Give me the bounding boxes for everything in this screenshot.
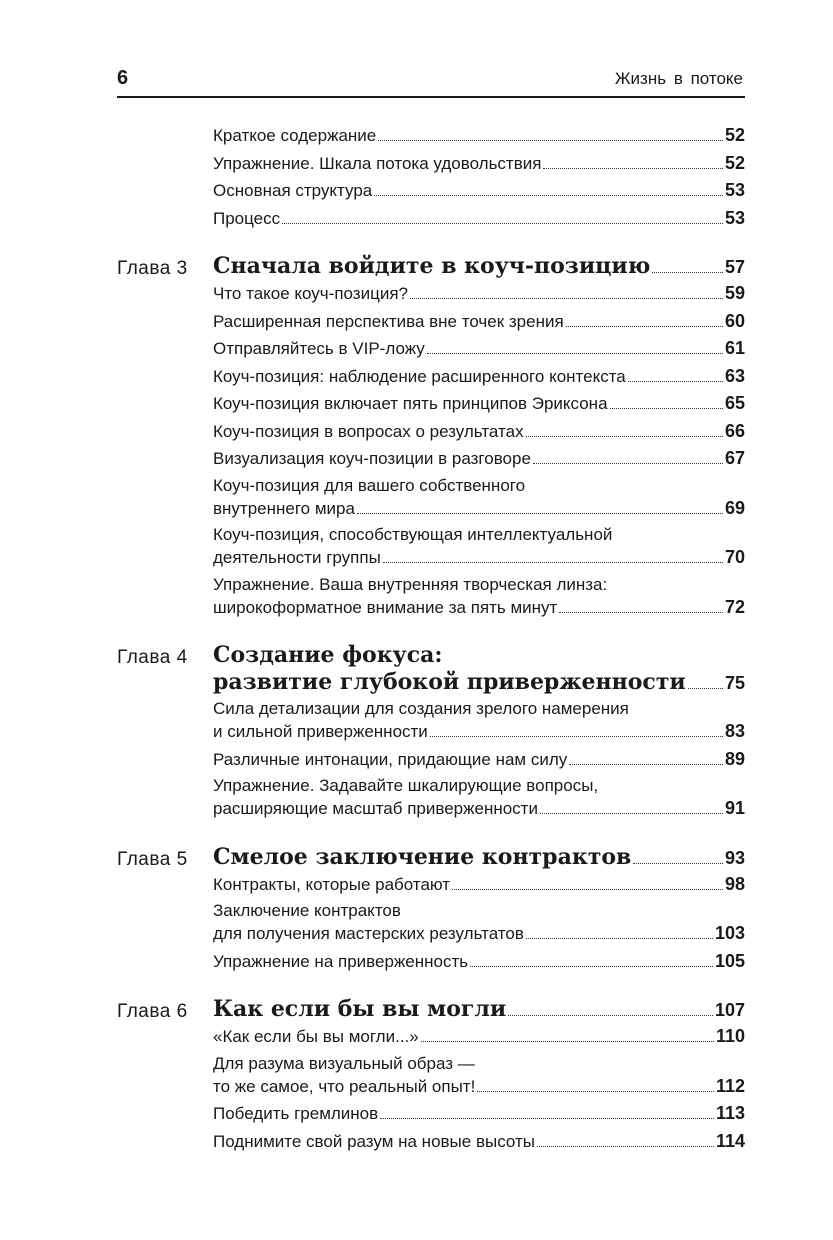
- dot-leader: [688, 688, 723, 689]
- page-ref: 89: [724, 748, 745, 769]
- toc-entry: [213, 365, 745, 388]
- toc-entry-last-line: [213, 922, 745, 945]
- dot-leader: [430, 736, 723, 737]
- toc-entry-text: Упражнение. Шкала потока удовольствия: [213, 153, 542, 173]
- page-ref: 65: [724, 393, 745, 413]
- page-ref: 112: [715, 1075, 745, 1096]
- toc-entry: [213, 152, 745, 175]
- chapter-spacer: [117, 825, 745, 844]
- toc-entry-text: Заключение контрактов: [213, 901, 401, 920]
- running-title: Жизнь в потоке: [614, 69, 743, 88]
- toc-entry-list: [213, 844, 745, 973]
- toc-entry-last-line: [213, 873, 745, 896]
- page-ref: 113: [715, 1103, 745, 1123]
- toc-entry-last-line: [213, 996, 745, 1024]
- dot-leader: [537, 1146, 714, 1147]
- dot-leader: [633, 863, 723, 864]
- toc-entry-text: Отправляйтесь в VIP-ложу: [213, 339, 425, 358]
- toc-entry-text: и сильной приверженности: [213, 722, 428, 741]
- page-ref: 103: [714, 923, 745, 943]
- toc-entry-last-line: [213, 337, 745, 360]
- toc-entry: [213, 179, 745, 202]
- toc-entry-last-line: [213, 207, 745, 230]
- page-ref: 69: [724, 497, 745, 518]
- toc-entry-text: Различные интонации, придающие нам силу: [213, 749, 568, 769]
- toc-entry-text: Коуч-позиция, способствующая интеллектуальной: [213, 525, 613, 544]
- toc-entry: [213, 475, 745, 520]
- dot-leader: [533, 463, 723, 464]
- dot-leader: [383, 562, 723, 563]
- toc-entry-last-line: [213, 748, 745, 771]
- toc-entry: [213, 873, 745, 896]
- toc-entry-last-line: [213, 179, 745, 202]
- toc-entry-last-line: [213, 669, 745, 697]
- toc-entry-text: Основная структура: [213, 181, 373, 200]
- chapter-title-text: Создание фокуса:: [213, 642, 443, 668]
- page-ref: 66: [724, 420, 745, 441]
- dot-leader: [427, 353, 723, 354]
- chapter-block: [117, 844, 745, 973]
- toc-entry-text: Поднимите свой разум на новые высоты: [213, 1131, 535, 1151]
- chapter-spacer: [117, 234, 745, 253]
- dot-leader: [526, 938, 713, 939]
- dot-leader: [540, 813, 723, 814]
- toc-entry: [213, 310, 745, 333]
- toc-entry-last-line: [213, 420, 745, 443]
- toc-entry-text: Расширенная перспектива вне точек зрения: [213, 311, 564, 331]
- dot-leader: [357, 513, 723, 514]
- toc-entry-text: Контракты, которые работают: [213, 874, 451, 894]
- toc-entry-text: внутреннего мира: [213, 498, 355, 518]
- toc-entry-last-line: [213, 282, 745, 305]
- chapter-title-entry: [213, 253, 745, 281]
- toc-entry-last-line: [213, 950, 745, 973]
- chapter-block: [117, 253, 745, 619]
- dot-leader: [470, 966, 713, 967]
- toc-entry-text: Упражнение на приверженность: [213, 951, 469, 971]
- page-ref: 91: [724, 798, 745, 818]
- toc-entry-last-line: [213, 310, 745, 333]
- toc-entry: [213, 1130, 745, 1153]
- toc-entry-text: Коуч-позиция в вопросах о результатах: [213, 421, 524, 441]
- toc-entry: [213, 748, 745, 771]
- dot-leader: [410, 298, 723, 299]
- chapter-title-entry: [213, 844, 745, 872]
- dot-leader: [378, 140, 723, 141]
- dot-leader: [610, 408, 723, 409]
- toc-entry-text: Что такое коуч-позиция?: [213, 284, 408, 303]
- toc-entry: [213, 524, 745, 569]
- toc-entry-text: Визуализация коуч-позиции в разговоре: [213, 449, 531, 468]
- toc-entry: [213, 1025, 745, 1048]
- toc-entry-last-line: [213, 546, 745, 569]
- page-ref: 59: [724, 283, 745, 303]
- chapter-title-entry: [213, 996, 745, 1024]
- toc-entry-text: Коуч-позиция для вашего собственного: [213, 475, 526, 495]
- dot-leader: [282, 223, 723, 224]
- toc-entry-last-line: [213, 392, 745, 415]
- toc-entry-last-line: [213, 365, 745, 388]
- dot-leader: [566, 326, 723, 327]
- page-ref: 83: [724, 721, 745, 741]
- page-ref: 60: [724, 310, 745, 331]
- page-ref: 53: [724, 207, 745, 228]
- toc-entry-text: Коуч-позиция: наблюдение расширенного контекста: [213, 366, 626, 386]
- toc-entry-text: для получения мастерских результатов: [213, 924, 524, 943]
- dot-leader: [508, 1015, 713, 1016]
- toc-entry-last-line: [213, 1025, 745, 1048]
- toc-entry-text: то же самое, что реальный опыт!: [213, 1076, 476, 1096]
- toc-entry-last-line: [213, 124, 745, 147]
- toc-entry-text: Для разума визуальный образ —: [213, 1053, 475, 1073]
- toc-entry: [213, 775, 745, 820]
- toc-entry-last-line: [213, 596, 745, 619]
- toc-entry-last-line: [213, 497, 745, 520]
- table-of-contents: [117, 124, 745, 1157]
- toc-entry: [213, 207, 745, 230]
- toc-entry: [213, 447, 745, 470]
- chapter-title-text: Смелое заключение контрактов: [213, 843, 632, 870]
- toc-entry-text: «Как если бы вы могли...»: [213, 1027, 419, 1046]
- toc-entry: [213, 1102, 745, 1125]
- toc-entry-last-line: [213, 720, 745, 743]
- toc-entry: [213, 1053, 745, 1098]
- dot-leader: [421, 1041, 714, 1042]
- page-ref: 114: [715, 1130, 745, 1151]
- page-ref: 53: [724, 180, 745, 200]
- toc-entry-list: [213, 253, 745, 619]
- page-ref: 61: [724, 338, 745, 358]
- toc-entry-last-line: [213, 1102, 745, 1125]
- page-ref: 72: [724, 596, 745, 617]
- header-divider: [117, 96, 745, 98]
- page-ref: 107: [714, 1000, 745, 1020]
- dot-leader: [628, 381, 723, 382]
- toc-entry-last-line: [213, 797, 745, 820]
- toc-entry: [213, 282, 745, 305]
- page-number: 6: [117, 67, 129, 89]
- toc-entry-last-line: [213, 447, 745, 470]
- toc-entry-text: расширяющие масштаб приверженности: [213, 799, 538, 818]
- toc-entry: [213, 698, 745, 743]
- toc-entry: [213, 420, 745, 443]
- toc-entry-text: деятельности группы: [213, 548, 381, 567]
- chapter-title-text: Как если бы вы могли: [213, 996, 507, 1022]
- chapter-spacer: [117, 623, 745, 642]
- page-ref: 63: [724, 365, 745, 386]
- chapter-label: Глава 6: [117, 1001, 188, 1022]
- chapter-title-entry: [213, 642, 745, 697]
- toc-entry-last-line: [213, 152, 745, 175]
- toc-entry: [213, 337, 745, 360]
- dot-leader: [380, 1118, 714, 1119]
- chapter-label: Глава 3: [117, 258, 188, 279]
- dot-leader: [543, 168, 723, 169]
- chapter-block: [117, 996, 745, 1153]
- page-ref: 105: [714, 950, 745, 971]
- chapter-label: Глава 4: [117, 647, 188, 668]
- page-ref: 75: [724, 673, 745, 693]
- chapter-block: [117, 642, 745, 820]
- toc-intro-block: [117, 124, 745, 230]
- toc-entry: [213, 124, 745, 147]
- toc-entry-last-line: [213, 1075, 745, 1098]
- page-ref: 70: [724, 547, 745, 567]
- toc-entry-last-line: [213, 253, 745, 281]
- toc-entry-text: Процесс: [213, 208, 281, 228]
- page-ref: 52: [724, 152, 745, 173]
- toc-entry-list: [213, 642, 745, 820]
- toc-entry-text: Упражнение. Ваша внутренняя творческая линза:: [213, 574, 608, 594]
- page-ref: 57: [724, 257, 745, 277]
- toc-entry: [213, 392, 745, 415]
- dot-leader: [374, 195, 723, 196]
- page-ref: 52: [724, 125, 745, 145]
- page-ref: 67: [724, 448, 745, 468]
- chapter-title-text: Сначала войдите в коуч-позицию: [213, 253, 651, 279]
- toc-entry-text: Сила детализации для создания зрелого намерения: [213, 699, 629, 718]
- page-ref: 93: [724, 847, 745, 868]
- dot-leader: [526, 436, 723, 437]
- toc-entry-text: Коуч-позиция включает пять принципов Эриксона: [213, 394, 608, 413]
- dot-leader: [559, 612, 723, 613]
- toc-entry-text: широкоформатное внимание за пять минут: [213, 597, 558, 617]
- toc-entry-last-line: [213, 844, 745, 872]
- page-ref: 110: [715, 1026, 745, 1046]
- toc-entry-text: Упражнение. Задавайте шкалирующие вопросы,: [213, 776, 599, 795]
- chapter-title-text: развитие глубокой приверженности: [213, 669, 686, 695]
- toc-entry-last-line: [213, 1130, 745, 1153]
- toc-entry: [213, 574, 745, 619]
- dot-leader: [652, 272, 723, 273]
- chapter-spacer: [117, 977, 745, 996]
- page-ref: 98: [724, 873, 745, 894]
- chapter-label: Глава 5: [117, 848, 188, 870]
- dot-leader: [477, 1091, 714, 1092]
- toc-entry-text: Краткое содержание: [213, 126, 377, 145]
- toc-entry-list: [213, 124, 745, 230]
- dot-leader: [569, 764, 723, 765]
- dot-leader: [452, 889, 723, 890]
- toc-entry: [213, 900, 745, 945]
- toc-entry-text: Победить гремлинов: [213, 1104, 379, 1123]
- toc-entry-list: [213, 996, 745, 1153]
- toc-entry: [213, 950, 745, 973]
